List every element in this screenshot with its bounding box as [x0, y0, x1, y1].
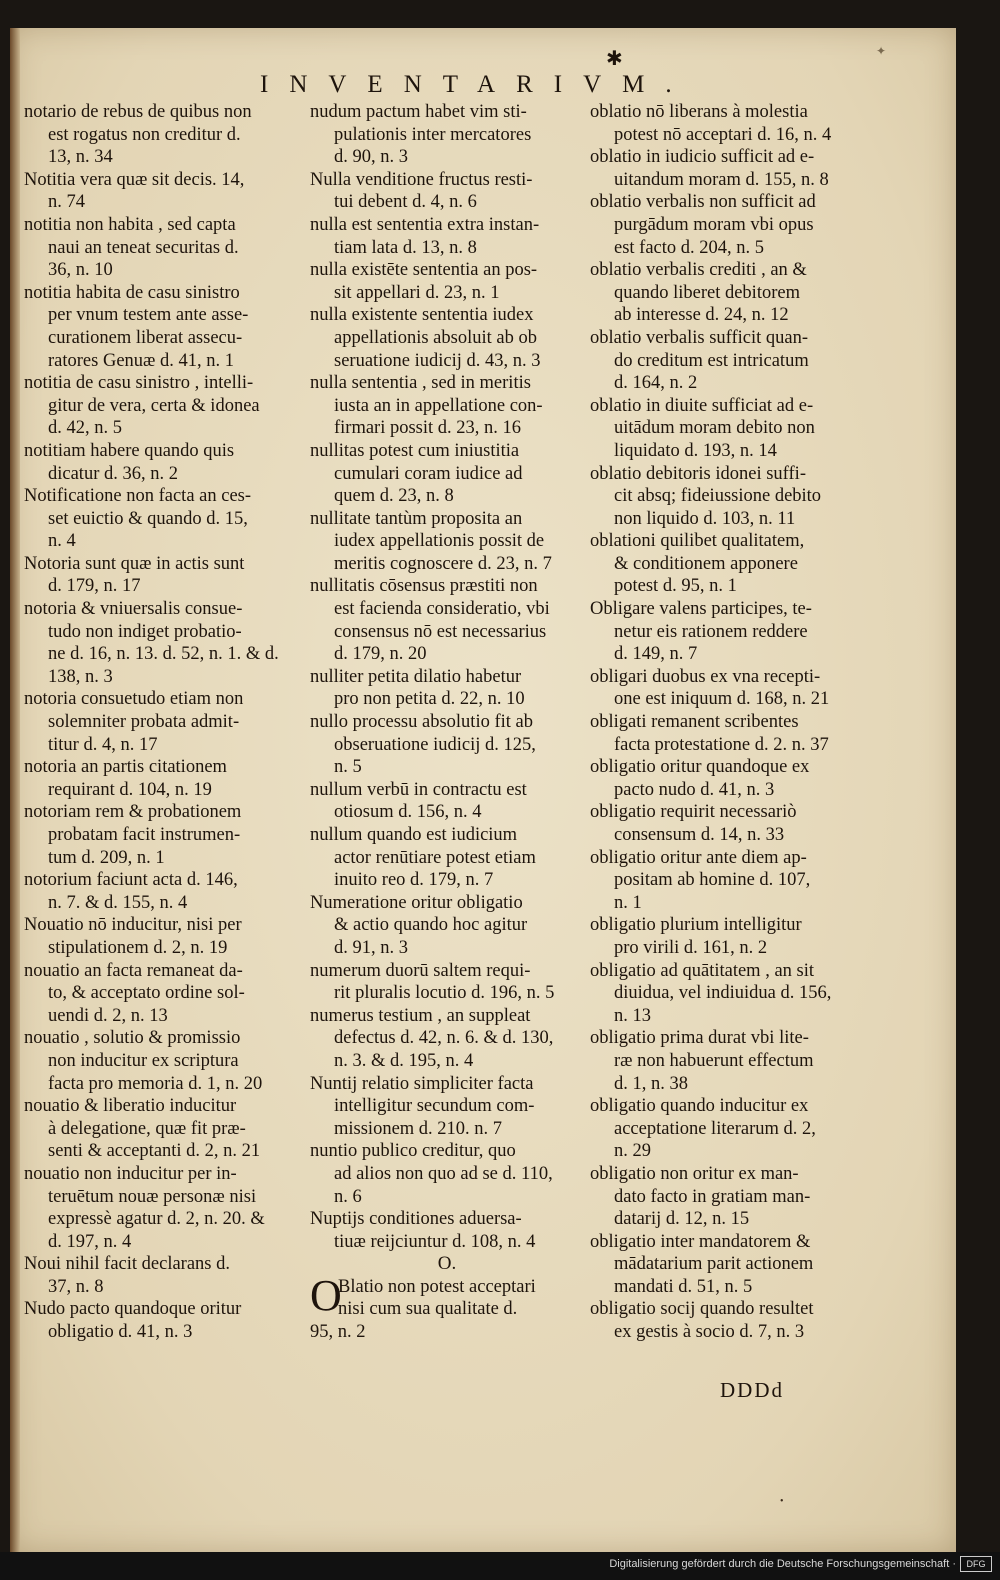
- index-entry-line: d. 179, n. 20: [334, 644, 427, 665]
- index-entry-line: oblationi quilibet qualitatem,: [590, 531, 805, 552]
- dfg-logo: DFG: [960, 1556, 992, 1572]
- index-entry-line: d. 179, n. 17: [48, 576, 141, 597]
- index-column-1: [24, 101, 298, 1344]
- index-entry-line: nullum quando est iudicium: [310, 825, 518, 845]
- index-entry-line: gitur de vera, certa & idonea: [48, 395, 260, 416]
- index-entry-line: senti & acceptanti d. 2, n. 21: [48, 1141, 261, 1162]
- index-entry: [310, 779, 584, 824]
- index-entry-line: nulla sententia , sed in meritis: [310, 373, 531, 394]
- index-entry: [24, 1298, 298, 1343]
- index-entry-line: obligatio prima durat vbi lite-: [590, 1028, 809, 1049]
- book-spine: [10, 28, 20, 1552]
- index-entry-line: intelligitur secundum com-: [334, 1096, 535, 1117]
- index-entry-line: nullo processu absolutio fit ab: [310, 712, 533, 733]
- corner-mark: ✦: [876, 44, 887, 58]
- index-entry: [24, 282, 298, 372]
- index-entry-line: nullitatis cōsensus præstiti non: [310, 576, 538, 597]
- index-entry-line: consensum d. 14, n. 33: [614, 825, 785, 845]
- index-entry-line: nulla existente sententia iudex: [310, 305, 534, 326]
- index-entry-line: nouatio & liberatio inducitur: [24, 1096, 237, 1117]
- index-entry-line: mandati d. 51, n. 5: [614, 1276, 753, 1297]
- index-entry-line: Nouatio nō inducitur, nisi per: [24, 915, 242, 936]
- index-entry: [590, 847, 860, 915]
- index-entry: [590, 327, 860, 395]
- index-entry-line: seruatione iudicij d. 43, n. 3: [334, 350, 541, 371]
- catchword: DDDd: [720, 1378, 784, 1402]
- index-entry-line: nouatio non inducitur per in-: [24, 1163, 237, 1184]
- index-entry: [24, 914, 298, 959]
- index-entry: [24, 598, 298, 688]
- index-entry-line: obligatio inter mandatorem &: [590, 1231, 811, 1252]
- index-entry: [590, 1163, 860, 1231]
- index-entry-line: naui an teneat securitas d.: [48, 237, 239, 258]
- ink-speck: •: [780, 1496, 784, 1507]
- index-entry-line: obligatio oritur quandoque ex: [590, 757, 810, 778]
- index-entry-line: notoria & vniuersalis consue-: [24, 599, 243, 620]
- index-entry-line: acceptatione literarum d. 2,: [614, 1118, 816, 1139]
- dropcap-entry: [310, 1276, 584, 1344]
- index-entry-line: ratores Genuæ d. 41, n. 1: [48, 350, 234, 371]
- index-entry: [24, 1163, 298, 1253]
- index-entry: [590, 530, 860, 598]
- index-entry-line: nouatio , solutio & promissio: [24, 1028, 241, 1049]
- index-entry-line: n. 5: [334, 757, 362, 778]
- index-entry-line: requirant d. 104, n. 19: [48, 779, 212, 800]
- index-entry-line: n. 29: [614, 1141, 651, 1162]
- index-entry-line: actor renūtiare potest etiam: [334, 847, 536, 868]
- index-entry-line: quem d. 23, n. 8: [334, 486, 454, 507]
- index-entry-line: firmari possit d. 23, n. 16: [334, 418, 522, 439]
- index-entry: [590, 191, 860, 259]
- page-title: INVENTARIVM.: [260, 71, 693, 98]
- index-entry-line: facta pro memoria d. 1, n. 20: [48, 1073, 263, 1094]
- index-entry-line: expressè agatur d. 2, n. 20. &: [48, 1209, 265, 1230]
- index-entry-line: oblatio verbalis crediti , an &: [590, 260, 807, 281]
- index-entry: [590, 960, 860, 1028]
- index-entry-line: notario de rebus de quibus non: [24, 102, 252, 122]
- index-entry: [590, 914, 860, 959]
- index-entry: [590, 463, 860, 531]
- index-entry-line: teruētum nouæ personæ nisi: [48, 1186, 257, 1207]
- index-entry: [24, 801, 298, 869]
- index-entry-line: tui debent d. 4, n. 6: [334, 192, 477, 213]
- index-entry-line: netur eis rationem reddere: [614, 621, 808, 642]
- index-entry-line: Notificatione non facta an ces-: [24, 486, 252, 507]
- index-entry: [310, 304, 584, 372]
- index-entry-line: to, & acceptato ordine sol-: [48, 983, 245, 1004]
- index-entry: [310, 1208, 584, 1253]
- index-entry-line: facta protestatione d. 2. n. 37: [614, 734, 829, 755]
- index-entry-line: pulationis inter mercatores: [334, 124, 532, 145]
- index-entry: [310, 824, 584, 892]
- index-entry-line: non liquido d. 103, n. 11: [614, 508, 796, 529]
- index-entry: [310, 372, 584, 440]
- index-entry-line: tiuæ reijciuntur d. 108, n. 4: [334, 1231, 536, 1252]
- index-entry-line: obligatio socij quando resultet: [590, 1299, 814, 1320]
- index-entry-line: positam ab homine d. 107,: [614, 870, 811, 891]
- index-entry: [590, 801, 860, 846]
- index-entry: [590, 146, 860, 191]
- index-entry-line: purgādum moram vbi opus: [614, 214, 814, 235]
- index-entry: [24, 553, 298, 598]
- index-entry-line: d. 42, n. 5: [48, 418, 122, 439]
- index-entry: [24, 756, 298, 801]
- index-entry: [24, 1253, 298, 1298]
- index-entry-line: obligatio non oritur ex man-: [590, 1163, 799, 1184]
- index-entry-line: oblatio debitoris idonei suffi-: [590, 463, 806, 484]
- index-entry-line: oblatio nō liberans à molestia: [590, 102, 808, 122]
- index-entry-line: uitādum moram debito non: [614, 418, 815, 439]
- index-entry: [310, 169, 584, 214]
- index-entry-line: obseruatione iudicij d. 125,: [334, 734, 536, 755]
- index-entry-line: nuntio publico creditur, quo: [310, 1141, 516, 1162]
- index-entry-line: n. 4: [48, 531, 76, 552]
- index-entry: [590, 395, 860, 463]
- index-entry-line: stipulationem d. 2, n. 19: [48, 937, 228, 958]
- index-entry: [590, 666, 860, 711]
- index-entry-line: notitia habita de casu sinistro: [24, 282, 240, 303]
- index-entry: [590, 1095, 860, 1163]
- index-entry-line: d. 149, n. 7: [614, 644, 698, 665]
- index-entry-line: inuito reo d. 179, n. 7: [334, 870, 494, 891]
- index-entry-line: non inducitur ex scriptura: [48, 1050, 239, 1071]
- index-entry-line: Notitia vera quæ sit decis. 14,: [24, 169, 245, 190]
- index-entry-line: curationem liberat assecu-: [48, 327, 243, 348]
- index-entry-line: d. 1, n. 38: [614, 1073, 688, 1094]
- index-entry-line: meritis cognoscere d. 23, n. 7: [334, 553, 552, 574]
- index-entry-line: probatam facit instrumen-: [48, 825, 241, 845]
- index-entry: [24, 960, 298, 1028]
- index-entry: [310, 259, 584, 304]
- index-entry-line: notorium faciunt acta d. 146,: [24, 870, 238, 891]
- index-entry-line: obligari duobus ex vna recepti-: [590, 666, 821, 687]
- index-entry-line: nouatio an facta remaneat da-: [24, 960, 243, 981]
- index-entry-line: tum d. 209, n. 1: [48, 847, 165, 868]
- index-entry-line: Blatio non potest acceptari: [338, 1276, 536, 1297]
- index-entry: [590, 598, 860, 666]
- index-entry-line: Nuptijs conditiones aduersa-: [310, 1209, 522, 1230]
- index-entry: [24, 101, 298, 169]
- index-entry-line: d. 197, n. 4: [48, 1231, 132, 1252]
- index-entry-line: ræ non habuerunt effectum: [614, 1050, 814, 1071]
- index-entry: [310, 1140, 584, 1208]
- index-entry: [24, 372, 298, 440]
- index-entry: [24, 1095, 298, 1163]
- index-entry: [310, 440, 584, 508]
- index-entry: [24, 214, 298, 282]
- index-entry-line: Nuntij relatio simpliciter facta: [310, 1073, 534, 1094]
- index-entry-line: Numeratione oritur obligatio: [310, 892, 523, 913]
- index-entry-line: est facto d. 204, n. 5: [614, 237, 765, 258]
- index-entry-line: à delegatione, quæ fit præ-: [48, 1118, 246, 1139]
- index-entry-line: quando liberet debitorem: [614, 282, 800, 303]
- index-entry-line: 138, n. 3: [48, 666, 113, 687]
- index-entry-line: tudo non indiget probatio-: [48, 621, 242, 642]
- index-entry: [310, 214, 584, 259]
- index-entry: [590, 1298, 860, 1343]
- index-entry-line: est rogatus non creditur d.: [48, 124, 241, 145]
- index-entry-line: n. 6: [334, 1186, 362, 1207]
- index-entry: [590, 259, 860, 327]
- index-entry-line: & conditionem apponere: [614, 553, 798, 574]
- index-entry-line: oblatio in iudicio sufficit ad e-: [590, 147, 815, 168]
- index-entry-line: cit absq; fideiussione debito: [614, 486, 822, 507]
- index-entry-line: nullum verbū in contractu est: [310, 779, 527, 800]
- index-entry-line: obligatio ad quātitatem , an sit: [590, 960, 815, 981]
- index-entry-line: set euictio & quando d. 15,: [48, 508, 248, 529]
- index-entry-line: 95, n. 2: [310, 1322, 366, 1343]
- index-entry-line: per vnum testem ante asse-: [48, 305, 249, 326]
- index-entry-line: 13, n. 34: [48, 147, 113, 168]
- index-entry-line: tiam lata d. 13, n. 8: [334, 237, 477, 258]
- index-entry-line: n. 74: [48, 192, 85, 213]
- section-letter: O.: [437, 1253, 457, 1275]
- index-entry-line: oblatio in diuite sufficiat ad e-: [590, 395, 814, 416]
- index-entry-line: Obligare valens participes, te-: [590, 599, 812, 620]
- index-entry-line: pro virili d. 161, n. 2: [614, 937, 768, 958]
- index-entry-line: obligatio oritur ante diem ap-: [590, 847, 807, 868]
- index-entry: [590, 1231, 860, 1299]
- index-entry-line: notitiam habere quando quis: [24, 440, 235, 461]
- index-entry: [310, 892, 584, 960]
- index-entry-line: one est iniquum d. 168, n. 21: [614, 689, 830, 710]
- index-entry: [310, 575, 584, 665]
- index-entry-line: notoria consuetudo etiam non: [24, 689, 244, 710]
- index-entry-line: uendi d. 2, n. 13: [48, 1005, 168, 1026]
- index-entry-line: potest nō acceptari d. 16, n. 4: [614, 124, 832, 145]
- index-entry: [310, 711, 584, 779]
- index-entry-line: mādatarium parit actionem: [614, 1254, 814, 1275]
- index-entry-line: nudum pactum habet vim sti-: [310, 102, 527, 122]
- index-entry-line: oblatio verbalis non sufficit ad: [590, 192, 816, 213]
- index-entry: [590, 1027, 860, 1095]
- index-entry-line: n. 7. & d. 155, n. 4: [48, 892, 188, 913]
- index-entry-line: obligatio requirit necessariò: [590, 802, 797, 823]
- index-entry-line: do creditum est intricatum: [614, 350, 809, 371]
- index-entry-line: nullitate tantùm proposita an: [310, 508, 523, 529]
- index-entry-line: numerus testium , an suppleat: [310, 1005, 531, 1026]
- index-entry-line: notoriam rem & probationem: [24, 802, 242, 823]
- index-entry-line: numerum duorū saltem requi-: [310, 960, 531, 981]
- index-entry: [310, 666, 584, 711]
- index-entry: [24, 869, 298, 914]
- index-entry-line: uitandum moram d. 155, n. 8: [614, 169, 829, 190]
- index-entry-line: obligatio plurium intelligitur: [590, 915, 802, 936]
- index-entry-line: nisi cum sua qualitate d.: [338, 1299, 518, 1320]
- index-entry-line: ne d. 16, n. 13. d. 52, n. 1. & d.: [48, 644, 279, 665]
- index-entry: [590, 711, 860, 756]
- index-entry-line: obligatio d. 41, n. 3: [48, 1322, 193, 1343]
- index-entry-line: solemniter probata admit-: [48, 712, 240, 733]
- index-entry-line: Nudo pacto quandoque oritur: [24, 1299, 242, 1320]
- index-entry: [24, 169, 298, 214]
- index-entry-line: Noui nihil facit declarans d.: [24, 1254, 231, 1275]
- ornament-asterisk: ✱: [606, 48, 623, 70]
- index-entry: [310, 101, 584, 169]
- footer-credit: Digitalisierung gefördert durch die Deutsche Forschungsgemeinschaft ·: [609, 1558, 956, 1570]
- index-entry-line: nulla est sententia extra instan-: [310, 214, 540, 235]
- index-entry-line: cumulari coram iudice ad: [334, 463, 523, 484]
- index-entry: [24, 485, 298, 553]
- index-entry: [310, 1073, 584, 1141]
- index-entry-line: Notoria sunt quæ in actis sunt: [24, 553, 245, 574]
- index-column-3: [590, 101, 860, 1344]
- index-entry-line: appellationis absoluit ab ob: [334, 327, 537, 348]
- index-entry: [24, 1027, 298, 1095]
- index-entry-line: oblatio verbalis sufficit quan-: [590, 327, 809, 348]
- index-entry-line: missionem d. 210. n. 7: [334, 1118, 503, 1139]
- index-entry-line: notitia de casu sinistro , intelli-: [24, 373, 254, 394]
- index-entry-line: titur d. 4, n. 17: [48, 734, 158, 755]
- index-entry-line: d. 91, n. 3: [334, 937, 408, 958]
- index-entry-line: d. 90, n. 3: [334, 147, 408, 168]
- drop-cap: O: [310, 1275, 342, 1320]
- index-entry-line: rit pluralis locutio d. 196, n. 5: [334, 983, 555, 1004]
- index-entry-line: pacto nudo d. 41, n. 3: [614, 779, 775, 800]
- index-entry: [590, 756, 860, 801]
- index-entry-line: dato facto in gratiam man-: [614, 1186, 811, 1207]
- index-entry-line: potest d. 95, n. 1: [614, 576, 737, 597]
- index-entry-line: dicatur d. 36, n. 2: [48, 463, 178, 484]
- index-entry-line: & actio quando hoc agitur: [334, 915, 528, 936]
- index-entry-line: ad alios non quo ad se d. 110,: [334, 1163, 553, 1184]
- index-entry-line: iusta an in appellatione con-: [334, 395, 543, 416]
- index-entry: [590, 101, 860, 146]
- index-entry-line: pro non petita d. 22, n. 10: [334, 689, 525, 710]
- index-entry-line: nullitas potest cum iniustitia: [310, 440, 520, 461]
- index-entry-line: d. 164, n. 2: [614, 373, 698, 394]
- index-entry-line: obligati remanent scribentes: [590, 712, 799, 733]
- index-entry-line: notoria an partis citationem: [24, 757, 227, 778]
- index-entry-line: otiosum d. 156, n. 4: [334, 802, 482, 823]
- index-entry-line: Nulla venditione fructus resti-: [310, 169, 533, 190]
- index-entry-line: n. 1: [614, 892, 642, 913]
- index-entry: [310, 960, 584, 1005]
- index-entry: [310, 508, 584, 576]
- index-entry-line: sit appellari d. 23, n. 1: [334, 282, 500, 303]
- index-entry-line: defectus d. 42, n. 6. & d. 130,: [334, 1028, 554, 1049]
- index-entry-line: consensus nō est necessarius: [334, 621, 547, 642]
- index-entry-line: 37, n. 8: [48, 1276, 104, 1297]
- index-entry-line: ab interesse d. 24, n. 12: [614, 305, 789, 326]
- index-entry-line: nulla existēte sententia an pos-: [310, 260, 538, 281]
- index-entry-line: obligatio quando inducitur ex: [590, 1096, 809, 1117]
- index-entry-line: notitia non habita , sed capta: [24, 214, 236, 235]
- index-entry-line: diuidua, vel indiuidua d. 156,: [614, 983, 832, 1004]
- index-entry-line: est facienda consideratio, vbi: [334, 599, 550, 620]
- index-entry-line: n. 3. & d. 195, n. 4: [334, 1050, 474, 1071]
- index-entry-line: liquidato d. 193, n. 14: [614, 440, 777, 461]
- index-entry-line: datarij d. 12, n. 15: [614, 1209, 750, 1230]
- index-entry-line: n. 13: [614, 1005, 651, 1026]
- index-column-2: [310, 101, 584, 1344]
- index-entry-line: iudex appellationis possit de: [334, 531, 545, 552]
- index-entry: [24, 440, 298, 485]
- index-entry-line: nulliter petita dilatio habetur: [310, 666, 522, 687]
- index-entry: [24, 688, 298, 756]
- index-entry-line: ex gestis à socio d. 7, n. 3: [614, 1322, 805, 1343]
- index-entry-line: 36, n. 10: [48, 260, 113, 281]
- book-page: [10, 28, 956, 1552]
- index-entry: [310, 1005, 584, 1073]
